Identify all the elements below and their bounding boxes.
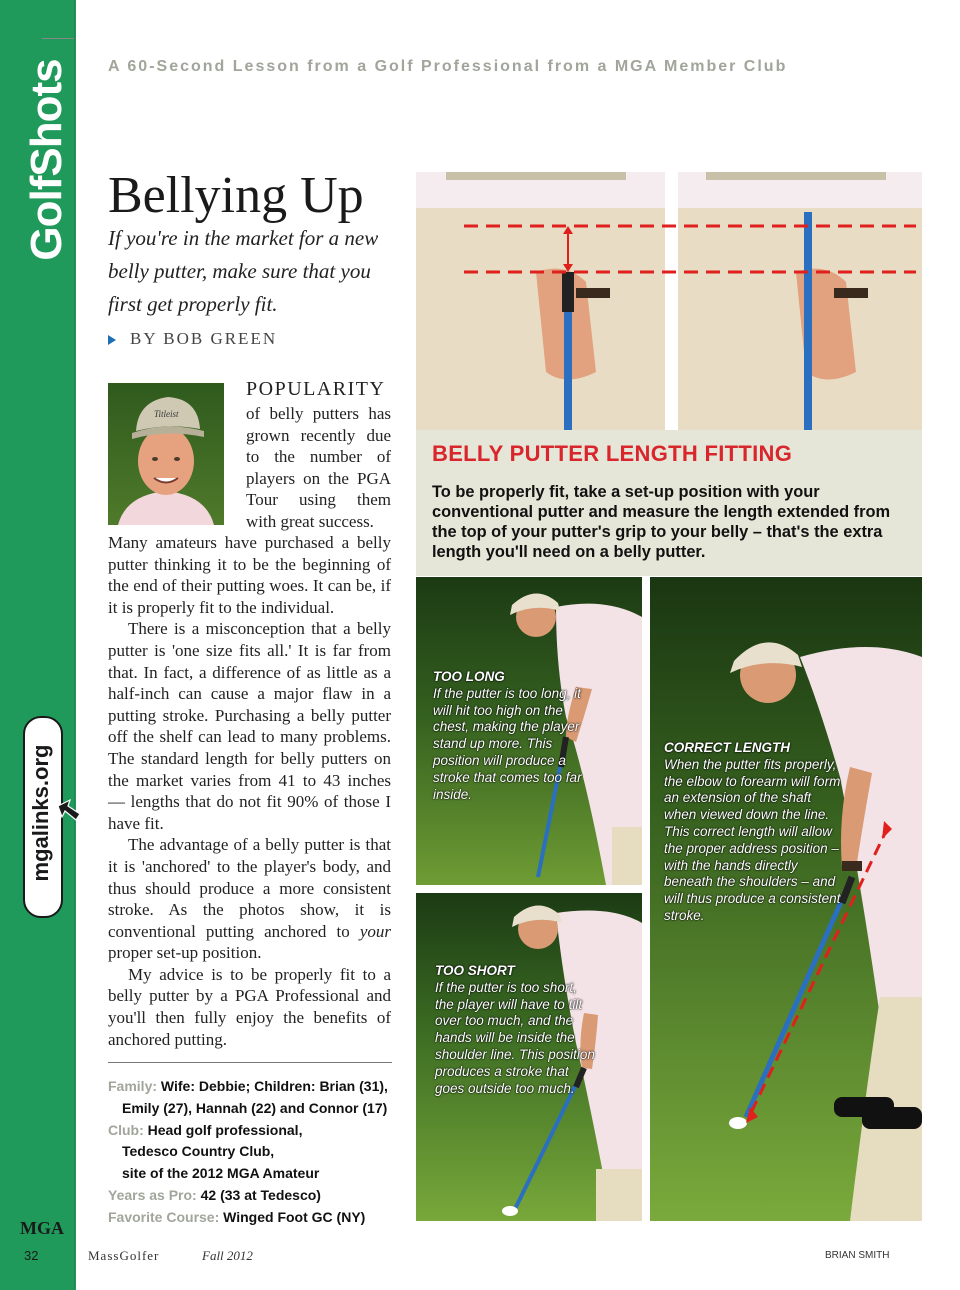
lead-text-right: of belly putters has grown recently due to the number of players on the PGA Tour using them with great success. (246, 404, 391, 531)
bio-value: 42 (33 at Tedesco) (200, 1186, 321, 1203)
article-deck: If you're in the market for a new belly putter, make sure that you first get properly fit. (108, 226, 379, 316)
lead-in: POPULARITY (246, 378, 386, 400)
website-link[interactable]: mgalinks.org (28, 744, 53, 882)
caption-heading: CORRECT LENGTH (664, 740, 790, 755)
emphasis-text: your (359, 921, 391, 941)
kicker: A 60-Second Lesson from a Golf Professional from a MGA Member Club (108, 58, 788, 75)
caption-heading: TOO SHORT (435, 963, 515, 978)
bio-value: Head golf professional, (147, 1121, 303, 1138)
callout-body: To be properly fit, take a set-up position with your conventional putter and measure the length extended from the top of your putter's grip to your belly – that's the extra length you'll need on a belly putter. (432, 483, 891, 561)
photo-credit: BRIAN SMITH (825, 1250, 890, 1261)
caption-body: If the putter is too short, the player will have to tilt over too much, and the hands will be inside the shoulder line. This position produces a stroke that goes outside too much. (435, 979, 595, 1096)
bio-course (108, 1207, 408, 1229)
mga-logo: MGA (20, 1218, 64, 1238)
section-label: GolfShots (22, 59, 71, 261)
caption-body: When the putter fits properly, the elbow to forearm will form an extension of the shaft when viewed down the line. This correct length will allow the proper address position – with the hands directly beneath the shoulders – and will thus produce a consistent stroke. (664, 756, 841, 923)
body-paragraph: My advice is to be properly fit to a belly putter by a PGA Professional and you'll then fully enjoy the benefits of anchored putting. (108, 964, 391, 1049)
top-rule (42, 38, 74, 39)
setup-comparison-photo (416, 172, 922, 430)
svg-text:Titleist: Titleist (154, 409, 179, 419)
bio-value: site of the 2012 MGA Amateur (122, 1165, 320, 1182)
byline-arrow-icon (108, 335, 116, 345)
author-portrait (108, 383, 224, 525)
bio-label: Years as Pro: (108, 1186, 197, 1203)
correct-length-caption (664, 740, 844, 925)
body-paragraph (108, 834, 391, 964)
too-long-caption (433, 669, 593, 803)
lead-paragraph-top (246, 403, 391, 533)
bio-family (108, 1076, 408, 1098)
bio-value: Tedesco Country Club, (122, 1143, 275, 1160)
article-body (108, 532, 391, 1050)
bio-value: Wife: Debbie; Children: Brian (31), (160, 1078, 388, 1094)
pointer-arrow-icon (56, 798, 82, 824)
divider (108, 1062, 392, 1063)
bio-value: Winged Foot GC (NY) (223, 1208, 366, 1225)
bio-club (108, 1120, 408, 1142)
body-text: The advantage of a belly putter is that it is 'anchored' to the player's body, and thus should produce a more consistent stroke. As the photos show, it is conventional putting anchored to (108, 835, 391, 941)
too-short-caption (435, 963, 595, 1097)
page-number: 32 (24, 1248, 39, 1263)
bio-label: Family: (108, 1078, 158, 1094)
bio-label: Favorite Course: (108, 1208, 220, 1225)
body-paragraph: There is a misconception that a belly putter is 'one size fits all.' It is far from that. In fact, a difference of as little as a half-inch can cause a major flaw in a putting stroke. Purchasing a belly putter off the shelf can lead to many problems. The standard length for belly putters on the market varies from 41 to 43 inches — lengths that do not fit 90% of those I have fit. (108, 619, 391, 833)
bio-value: Emily (27), Hannah (22) and Connor (17) (122, 1099, 388, 1116)
callout-title: BELLY PUTTER LENGTH FITTING (432, 441, 793, 466)
pro-bio (108, 1076, 408, 1229)
caption-body: If the putter is too long, it will hit too high on the chest, making the player stand up more. This position will produce a stroke that comes too far inside. (433, 685, 582, 802)
bio-label: Club: (108, 1121, 144, 1138)
article-title: Bellying Up (108, 167, 364, 224)
byline: BY BOB GREEN (130, 329, 278, 348)
body-text: proper set-up position. (108, 943, 262, 963)
bio-years (108, 1185, 408, 1207)
lead-text-continued: Many amateurs have purchased a belly putter thinking it to be the beginning of the end of their putting woes. It can be, if it is properly fit to the individual. (108, 533, 391, 617)
magazine-name: MassGolfer (88, 1248, 160, 1263)
issue-date: Fall 2012 (202, 1248, 253, 1263)
caption-heading: TOO LONG (433, 669, 505, 684)
